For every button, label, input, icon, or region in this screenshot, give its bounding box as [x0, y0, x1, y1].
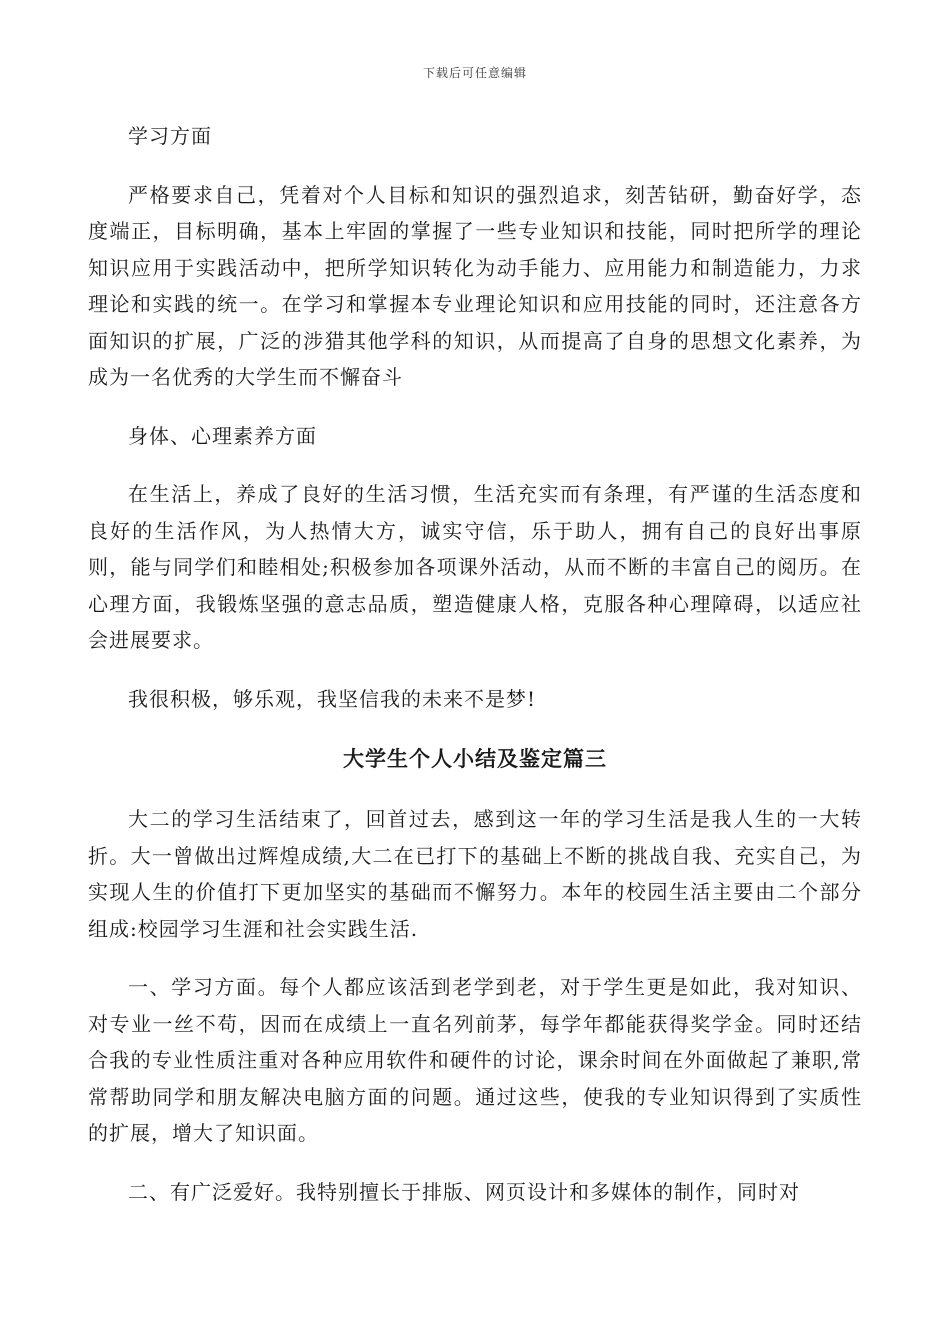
section-title: 大学生个人小结及鉴定篇三: [343, 746, 607, 771]
paragraph-life: 在生活上，养成了良好的生活习惯，生活充实而有条理，有严谨的生活态度和良好的生活作风，为人热情大方，诚实守信，乐于助人，拥有自己的良好出事原则，能与同学们和睦相处;积极参加各项课外活动，从而不断的丰富自己的阅历。在心理方面，我锻炼坚强的意志品质，塑造健康人格，克服各种心理障碍，以适应社会进展要求。: [88, 482, 862, 652]
paragraph-intro: 大二的学习生活结束了，回首过去，感到这一年的学习生活是我人生的一大转折。大一曾做出过辉煌成绩,大二在已打下的基础上不断的挑战自我、充实自己，为实现人生的价值打下更加坚实的基础而不懈努力。本年的校园生活主要由二个部分组成:校园学习生涯和社会实践生活.: [88, 807, 862, 941]
paragraph-study: 严格要求自己，凭着对个人目标和知识的强烈追求，刻苦钻研，勤奋好学，态度端正，目标明确，基本上牢固的掌握了一些专业知识和技能，同时把所学的理论知识应用于实践活动中，把所学知识转化为动手能力、应用能力和制造能力，力求理论和实践的统一。在学习和掌握本专业理论知识和应用技能的同时，还注意各方面知识的扩展，广泛的涉猎其他学科的知识，从而提高了自身的思想文化素养，为成为一名优秀的大学生而不懈奋斗: [88, 182, 862, 389]
paragraph-study-aspect: 一、学习方面。每个人都应该活到老学到老，对于学生更是如此，我对知识、对专业一丝不苟，因而在成绩上一直名列前茅，每学年都能获得奖学金。同时还结合我的专业性质注重对各种应用软件和硬件的讨论，课余时间在外面做起了兼职,常常帮助同学和朋友解决电脑方面的问题。通过这些，使我的专业知识得到了实质性的扩展，增大了知识面。: [88, 975, 862, 1145]
paragraph-heading-body-mind: 身体、心理素养方面: [128, 423, 317, 448]
page-header: 下载后可任意编辑: [422, 66, 527, 80]
paragraph-hobbies: 二、有广泛爱好。我特别擅长于排版、网页设计和多媒体的制作，同时对: [128, 1179, 800, 1204]
paragraph-heading-study: 学习方面: [128, 124, 212, 148]
paragraph-optimism: 我很积极，够乐观，我坚信我的未来不是梦!: [128, 686, 537, 711]
document-body: [88, 118, 862, 1210]
